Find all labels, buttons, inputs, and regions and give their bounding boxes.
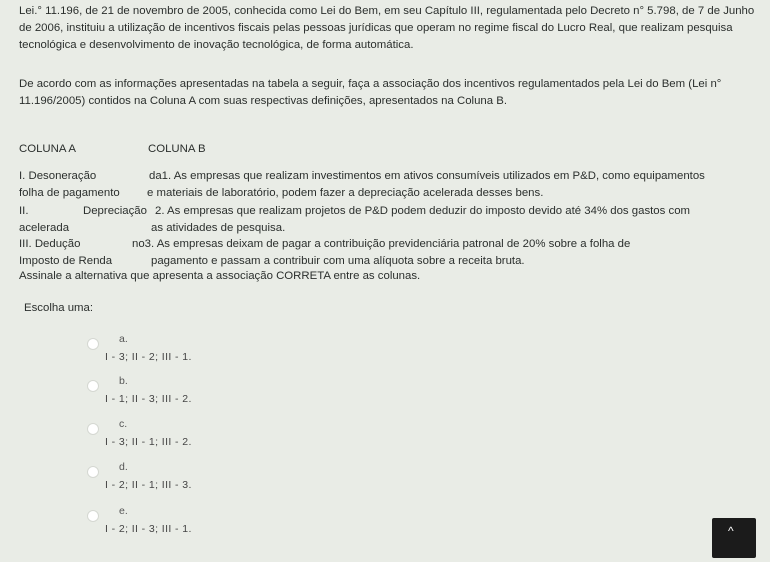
row1-col-b-line2: e materiais de laboratório, podem fazer a depreciação acelerada desses bens. (147, 187, 544, 199)
row3-col-a-line1: III. Dedução (19, 238, 81, 250)
choose-one-label: Escolha uma: (24, 302, 94, 314)
radio-button[interactable] (87, 466, 99, 478)
option-text: I - 2; II - 3; III - 1. (105, 523, 192, 535)
question-instruction: Assinale a alternativa que apresenta a associação CORRETA entre as colunas. (19, 270, 421, 282)
option-letter: d. (119, 461, 128, 473)
option-b[interactable] (87, 375, 287, 415)
option-c[interactable] (87, 418, 287, 458)
row3-col-b-line1: no3. As empresas deixam de pagar a contribuição previdenciária patronal de 20% sobre a folha de (132, 238, 631, 250)
radio-button[interactable] (87, 380, 99, 392)
radio-button[interactable] (87, 510, 99, 522)
option-text: I - 3; II - 2; III - 1. (105, 351, 192, 363)
option-letter: c. (119, 418, 128, 430)
row1-col-a-line1: I. Desoneração (19, 170, 97, 182)
option-e[interactable] (87, 505, 287, 545)
row2-col-a-line2: acelerada (19, 222, 70, 234)
option-a[interactable] (87, 333, 287, 373)
intro-paragraph-1: Lei.° 11.196, de 21 de novembro de 2005, conhecida como Lei do Bem, em seu Capítulo III, regulamentada pelo Decreto n° 5.798, de 7 de Junho de 2006, instituiu a utilização de incentivos fiscais pelas pessoas jurídicas que operam no regime fiscal do Lucro Real, que realizam pesquisa tecnológica e desenvolvimento de inovação tecnológica, de forma automática. (19, 5, 755, 51)
row2-col-b-line2: as atividades de pesquisa. (151, 222, 286, 234)
option-letter: e. (119, 505, 128, 517)
scroll-to-top-button[interactable] (712, 518, 756, 558)
option-text: I - 1; II - 3; III - 2. (105, 393, 192, 405)
column-b-header: COLUNA B (148, 143, 206, 155)
option-text: I - 3; II - 1; III - 2. (105, 436, 192, 448)
intro-paragraph-2: De acordo com as informações apresentadas na tabela a seguir, faça a associação dos incentivos regulamentados pela Lei do Bem (Lei n° 11.196/2005) contidos na Coluna A com suas respectivas definições, apresentados na Coluna B. (19, 78, 722, 107)
radio-button[interactable] (87, 423, 99, 435)
option-letter: b. (119, 375, 128, 387)
row2-col-a-line1b: Depreciação (83, 205, 147, 217)
option-d[interactable] (87, 461, 287, 501)
option-letter: a. (119, 333, 128, 345)
row1-col-a-line2: folha de pagamento (19, 187, 120, 199)
radio-button[interactable] (87, 338, 99, 350)
chevron-up-icon: ^ (728, 524, 734, 538)
row3-col-b-line2: pagamento e passam a contribuir com uma alíquota sobre a receita bruta. (151, 255, 525, 267)
row3-col-a-line2: Imposto de Renda (19, 255, 113, 267)
row2-col-b-line1: 2. As empresas que realizam projetos de P&D podem deduzir do imposto devido até 34% dos gastos com (155, 205, 691, 217)
option-text: I - 2; II - 1; III - 3. (105, 479, 192, 491)
row2-col-a-line1: II. (19, 205, 29, 217)
column-a-header: COLUNA A (19, 143, 76, 155)
row1-col-b-line1: da1. As empresas que realizam investimentos em ativos consumíveis utilizados em P&D, como equipamentos (149, 170, 705, 182)
